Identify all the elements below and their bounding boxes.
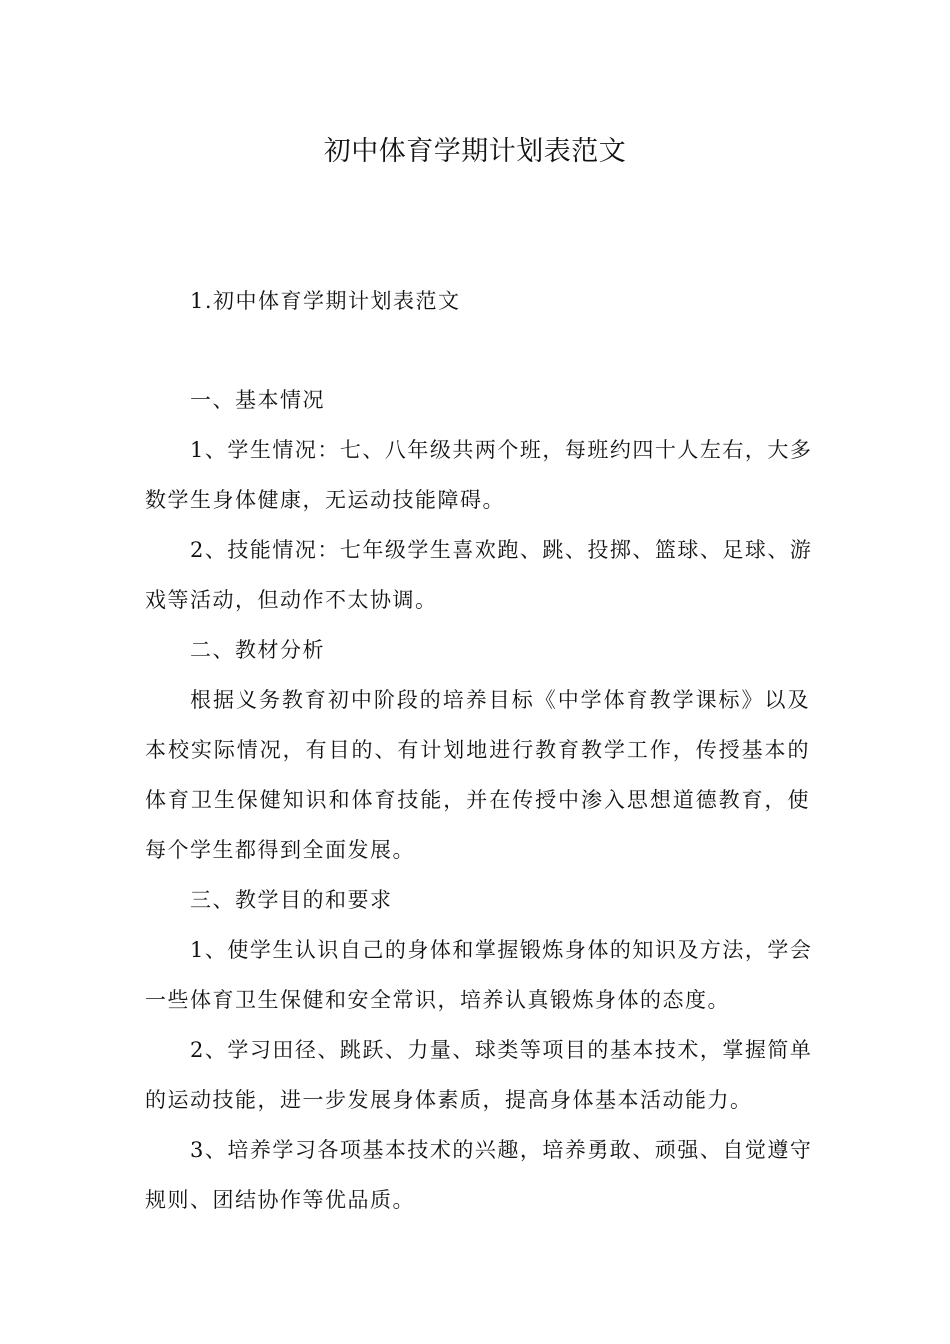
paragraph-line: 根据义务教育初中阶段的培养目标《中学体育教学课标》以及: [190, 688, 810, 712]
document-subtitle: 1.初中体育学期计划表范文: [190, 289, 461, 313]
document-body: [145, 0, 813, 1344]
document-title: 初中体育学期计划表范文: [323, 136, 627, 167]
paragraph-line: 1、使学生认识自己的身体和掌握锻炼身体的知识及方法，学会: [190, 938, 813, 962]
paragraph-line: 规则、团结协作等优品质。: [145, 1188, 415, 1212]
paragraph-line: 每个学生都得到全面发展。: [145, 838, 415, 862]
paragraph-line: 2、技能情况：七年级学生喜欢跑、跳、投掷、篮球、足球、游: [190, 538, 813, 562]
section-heading-basic-situation: 一、基本情况: [190, 388, 325, 412]
paragraph-line: 体育卫生保健知识和体育技能，并在传授中渗入思想道德教育，使: [145, 788, 810, 812]
section-heading-material-analysis: 二、教材分析: [190, 638, 325, 662]
paragraph-line: 一些体育卫生保健和安全常识，培养认真锻炼身体的态度。: [145, 988, 730, 1012]
paragraph-line: 本校实际情况，有目的、有计划地进行教育教学工作，传授基本的: [145, 738, 810, 762]
paragraph-line: 1、学生情况：七、八年级共两个班，每班约四十人左右，大多: [190, 438, 813, 462]
paragraph-line: 2、学习田径、跳跃、力量、球类等项目的基本技术，掌握简单: [190, 1038, 813, 1062]
paragraph-line: 数学生身体健康，无运动技能障碍。: [145, 488, 505, 512]
section-heading-teaching-goals: 三、教学目的和要求: [190, 888, 393, 912]
paragraph-line: 3、培养学习各项基本技术的兴趣，培养勇敢、顽强、自觉遵守: [190, 1138, 813, 1162]
paragraph-line: 的运动技能，进一步发展身体素质，提高身体基本活动能力。: [145, 1088, 753, 1112]
paragraph-line: 戏等活动，但动作不太协调。: [145, 588, 438, 612]
